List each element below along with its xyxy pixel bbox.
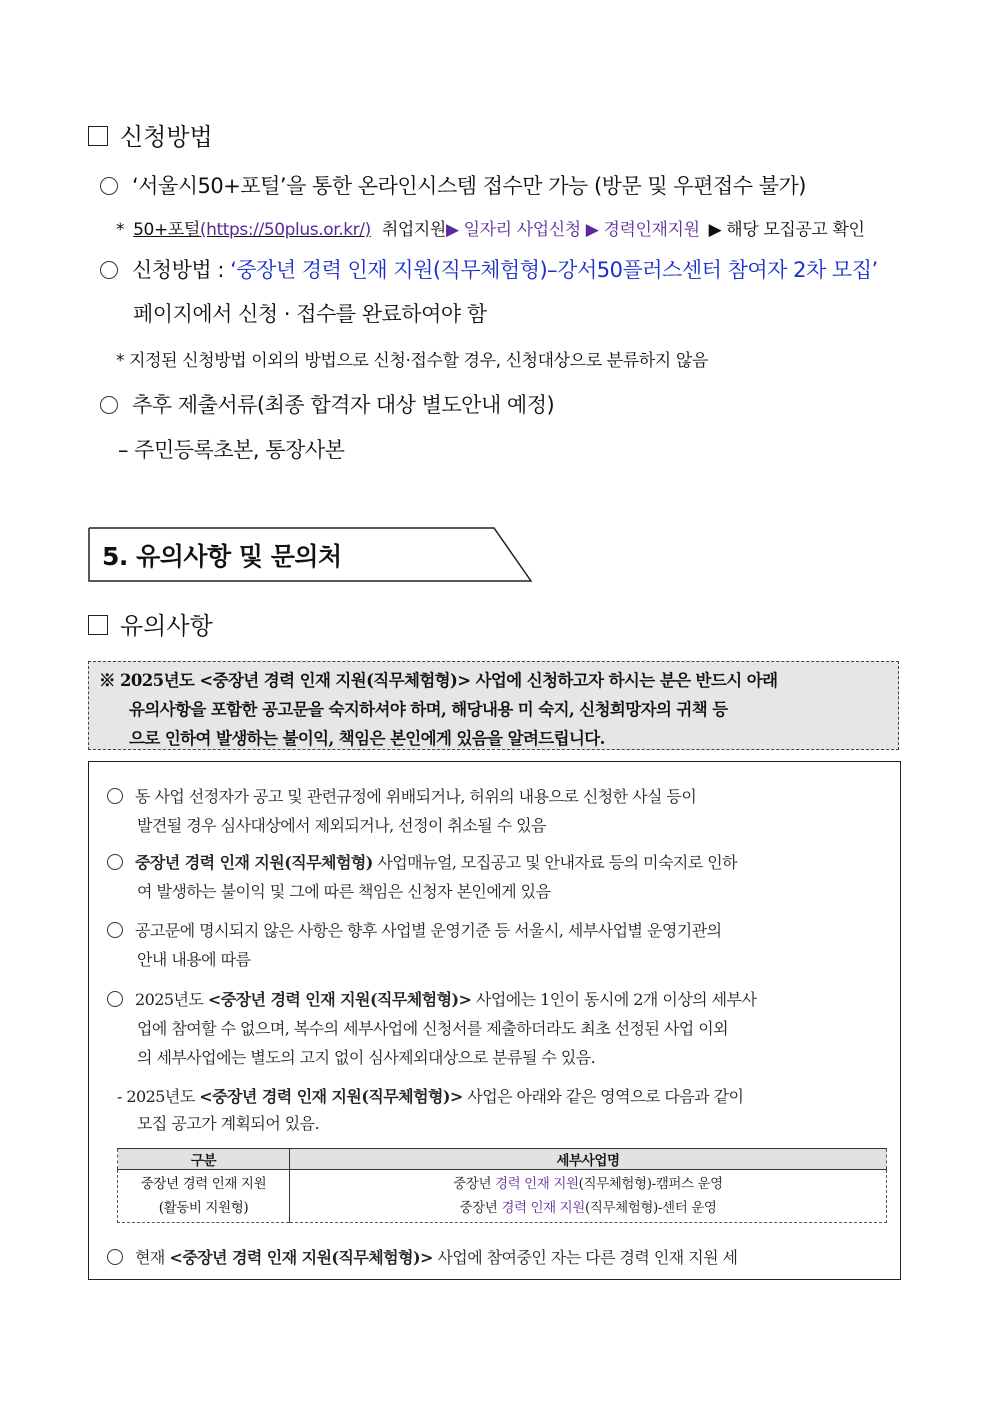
table-header-row bbox=[118, 1149, 887, 1170]
circle-bullet-icon bbox=[100, 261, 118, 279]
circle-bullet-icon bbox=[100, 396, 118, 414]
method-item-apply-page-cont: 페이지에서 신청 · 접수를 완료하여야 함 bbox=[133, 302, 487, 326]
method-item-online-only: ‘서울시50+포털’을 통한 온라인시스템 접수만 가능 (방문 및 우편접수 불가) bbox=[100, 170, 806, 200]
section-5-title: 5. 유의사항 및 문의처 bbox=[102, 542, 342, 571]
portal-link[interactable]: 50+포털(https://50plus.or.kr/) bbox=[133, 220, 371, 240]
table-header-category: 구분 bbox=[118, 1149, 290, 1170]
table-cell-subprograms bbox=[290, 1170, 887, 1223]
caution-2-line-2: 여 발생하는 불이익 및 그에 따른 책임은 신청자 본인에게 있음 bbox=[137, 882, 551, 901]
caution-dash-line-1: - 2025년도 <중장년 경력 인재 지원(직무체험형)> 사업은 아래와 같은 영역으로 다음과 같이 bbox=[117, 1087, 744, 1106]
table-header-subprogram: 세부사업명 bbox=[290, 1149, 887, 1170]
application-method-heading: 신청방법 bbox=[88, 117, 213, 152]
caution-4-line-3: 의 세부사업에는 별도의 고지 없이 심사제외대상으로 분류될 수 있음. bbox=[137, 1048, 596, 1067]
section-5-banner bbox=[88, 527, 532, 581]
cautions-box bbox=[88, 761, 901, 1280]
table-row bbox=[118, 1170, 887, 1223]
cautions-heading: 유의사항 bbox=[88, 606, 213, 641]
circle-bullet-icon bbox=[107, 854, 123, 870]
caution-4-line-2: 업에 참여할 수 없으며, 복수의 세부사업에 신청서를 제출하더라도 최초 선정된 사업 이외 bbox=[137, 1019, 729, 1038]
caution-3-line-1: 공고문에 명시되지 않은 사항은 향후 사업별 운영기준 등 서울시, 세부사업별 운영기관의 bbox=[107, 918, 722, 941]
method-item-documents: 추후 제출서류(최종 합격자 대상 별도안내 예정) bbox=[100, 389, 554, 419]
subprogram-center: 중장년 경력 인재 지원(직무체험형)-센터 운영 bbox=[459, 1200, 717, 1216]
method-note-portal-path: * 50+포털(https://50plus.or.kr/) 취업지원▶ 일자리 사업신청 ▶ 경력인재지원 ▶ 해당 모집공고 확인 bbox=[116, 220, 865, 240]
notice-line-3: 으로 인하여 발생하는 불이익, 책임은 본인에게 있음을 알려드립니다. bbox=[129, 729, 605, 748]
method-documents-list: – 주민등록초본, 통장사본 bbox=[118, 438, 345, 462]
caution-3-line-2: 안내 내용에 따름 bbox=[137, 950, 251, 969]
notice-box bbox=[88, 661, 899, 750]
notice-line-2: 유의사항을 포함한 공고문을 숙지하셔야 하며, 해당내용 미 숙지, 신청희망자의 귀책 등 bbox=[129, 700, 728, 719]
caution-2-line-1: 중장년 경력 인재 지원(직무체험형) 사업매뉴얼, 모집공고 및 안내자료 등의 미숙지로 인하 bbox=[107, 850, 737, 873]
circle-bullet-icon bbox=[100, 177, 118, 195]
subprogram-campus: 중장년 경력 인재 지원(직무체험형)-캠퍼스 운영 bbox=[453, 1176, 723, 1192]
caution-1-line-1: 동 사업 선정자가 공고 및 관련규정에 위배되거나, 허위의 내용으로 신청한 사실 등이 bbox=[107, 784, 696, 807]
circle-bullet-icon bbox=[107, 788, 123, 804]
caution-1-line-2: 발견될 경우 심사대상에서 제외되거나, 선정이 취소될 수 있음 bbox=[137, 816, 546, 835]
method-item-apply-page: 신청방법 : ‘중장년 경력 인재 지원(직무체험형)–강서50플러스센터 참여자 2차 모집’ bbox=[100, 254, 878, 284]
circle-bullet-icon bbox=[107, 922, 123, 938]
table-cell-category: 중장년 경력 인재 지원 (활동비 지원형) bbox=[118, 1170, 290, 1223]
circle-bullet-icon bbox=[107, 1249, 123, 1265]
method-note-other-methods: * 지정된 신청방법 이외의 방법으로 신청·접수할 경우, 신청대상으로 분류하지 않음 bbox=[116, 351, 708, 371]
circle-bullet-icon bbox=[107, 991, 123, 1007]
checkbox-square-icon bbox=[88, 615, 108, 635]
caution-5-line-1: 현재 <중장년 경력 인재 지원(직무체험형)> 사업에 참여중인 자는 다른 경력 인재 지원 세 bbox=[107, 1245, 737, 1268]
checkbox-square-icon bbox=[88, 126, 108, 146]
program-table bbox=[117, 1148, 887, 1223]
notice-line-1: ※ 2025년도 <중장년 경력 인재 지원(직무체험형)> 사업에 신청하고자 하시는 분은 반드시 아래 bbox=[99, 671, 778, 690]
caution-4-line-1: 2025년도 <중장년 경력 인재 지원(직무체험형)> 사업에는 1인이 동시에 2개 이상의 세부사 bbox=[107, 987, 756, 1010]
caution-dash-line-2: 모집 공고가 계획되어 있음. bbox=[137, 1114, 320, 1133]
